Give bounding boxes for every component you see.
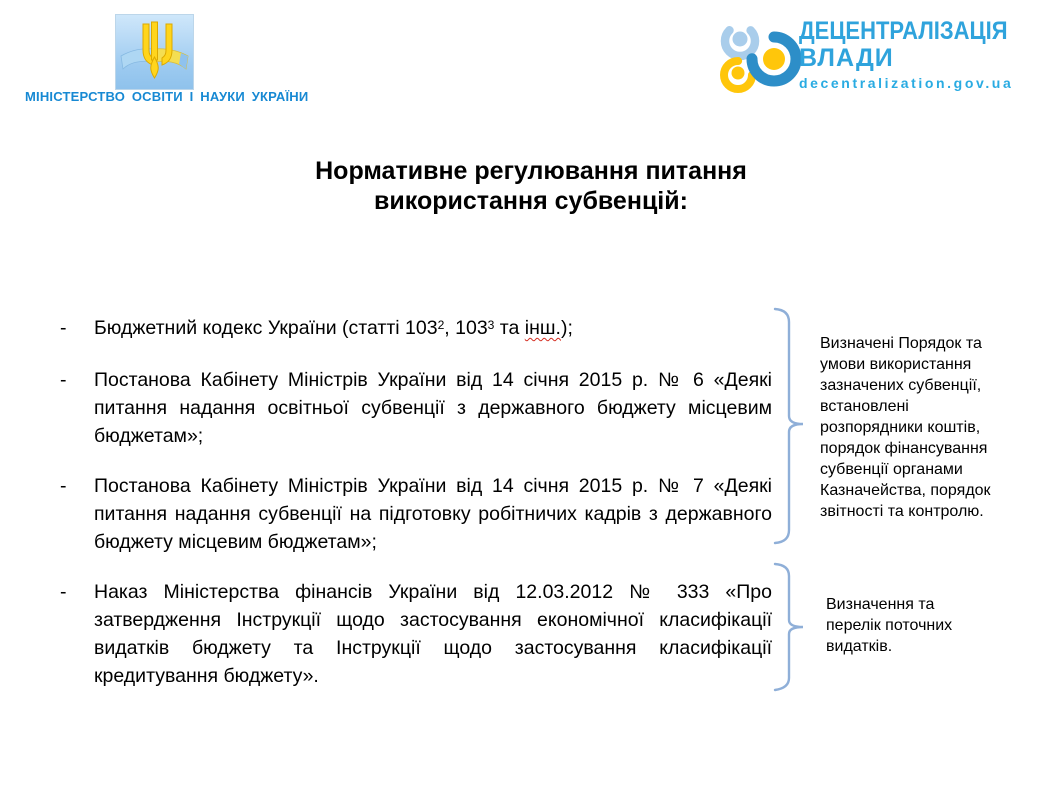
ukraine-trident-emblem-icon bbox=[116, 15, 193, 89]
decentralization-logo-icon bbox=[710, 13, 804, 97]
bullet-dash: - bbox=[60, 475, 67, 497]
decentralization-wordmark bbox=[799, 19, 1039, 90]
ministry-name-label: МІНІСТЕРСТВО ОСВІТИ І НАУКИ УКРАЇНИ bbox=[25, 89, 309, 104]
bullet-text: Наказ Міністерства фінансів України від 12.03.2012 № 333 «Про затвердження Інструкції щодо застосування економічної класифікації видатків бюджету та Інструкції щодо застосування класифікації кредитування бюджету». bbox=[94, 581, 772, 687]
ministry-emblem-logo bbox=[115, 14, 194, 90]
list-item-resolution-6 bbox=[60, 366, 772, 450]
bullet-dash: - bbox=[60, 317, 67, 339]
bullet-text: Постанова Кабінету Міністрів України від 14 січня 2015 р. № 7 «Деякі питання надання субвенції на підготовку робітничих кадрів з державного бюджету місцевим бюджетам»; bbox=[94, 475, 772, 553]
slide-title-line2: використання субвенцій: bbox=[374, 187, 688, 215]
decentralization-title-line1: ДЕЦЕНТРАЛІЗАЦІЯ bbox=[799, 17, 1008, 45]
list-item-budget-code bbox=[60, 314, 772, 344]
bullet-dash: - bbox=[60, 369, 67, 391]
annotation-subvention-procedure: Визначені Порядок та умови використання зазначених субвенції, встановлені розпорядники коштів, порядок фінансування субвенції органами Казначейства, порядок звітності та контролю. bbox=[820, 335, 991, 520]
brace-bracket-2 bbox=[772, 561, 806, 693]
list-item-resolution-7 bbox=[60, 472, 772, 556]
bullet-text: Бюджетний кодекс України (статті $103^2$, $103^3$ та інш.); bbox=[94, 317, 573, 339]
brace-bracket-1 bbox=[772, 306, 806, 546]
list-item-order-333 bbox=[60, 578, 772, 690]
legal-documents-list bbox=[60, 314, 772, 712]
annotation-current-expenditures: Визначення та перелік поточних видатків. bbox=[826, 596, 953, 655]
slide-title bbox=[231, 156, 831, 216]
decentralization-title-line2: ВЛАДИ bbox=[799, 44, 894, 72]
bullet-dash: - bbox=[60, 581, 67, 603]
slide-title-line1: Нормативне регулювання питання bbox=[315, 157, 747, 185]
bullet-text: Постанова Кабінету Міністрів України від 14 січня 2015 р. № 6 «Деякі питання надання освітньої субвенції з державного бюджету місцевим бюджетам»; bbox=[94, 369, 772, 447]
decentralization-website: decentralization.gov.ua bbox=[799, 75, 1014, 91]
